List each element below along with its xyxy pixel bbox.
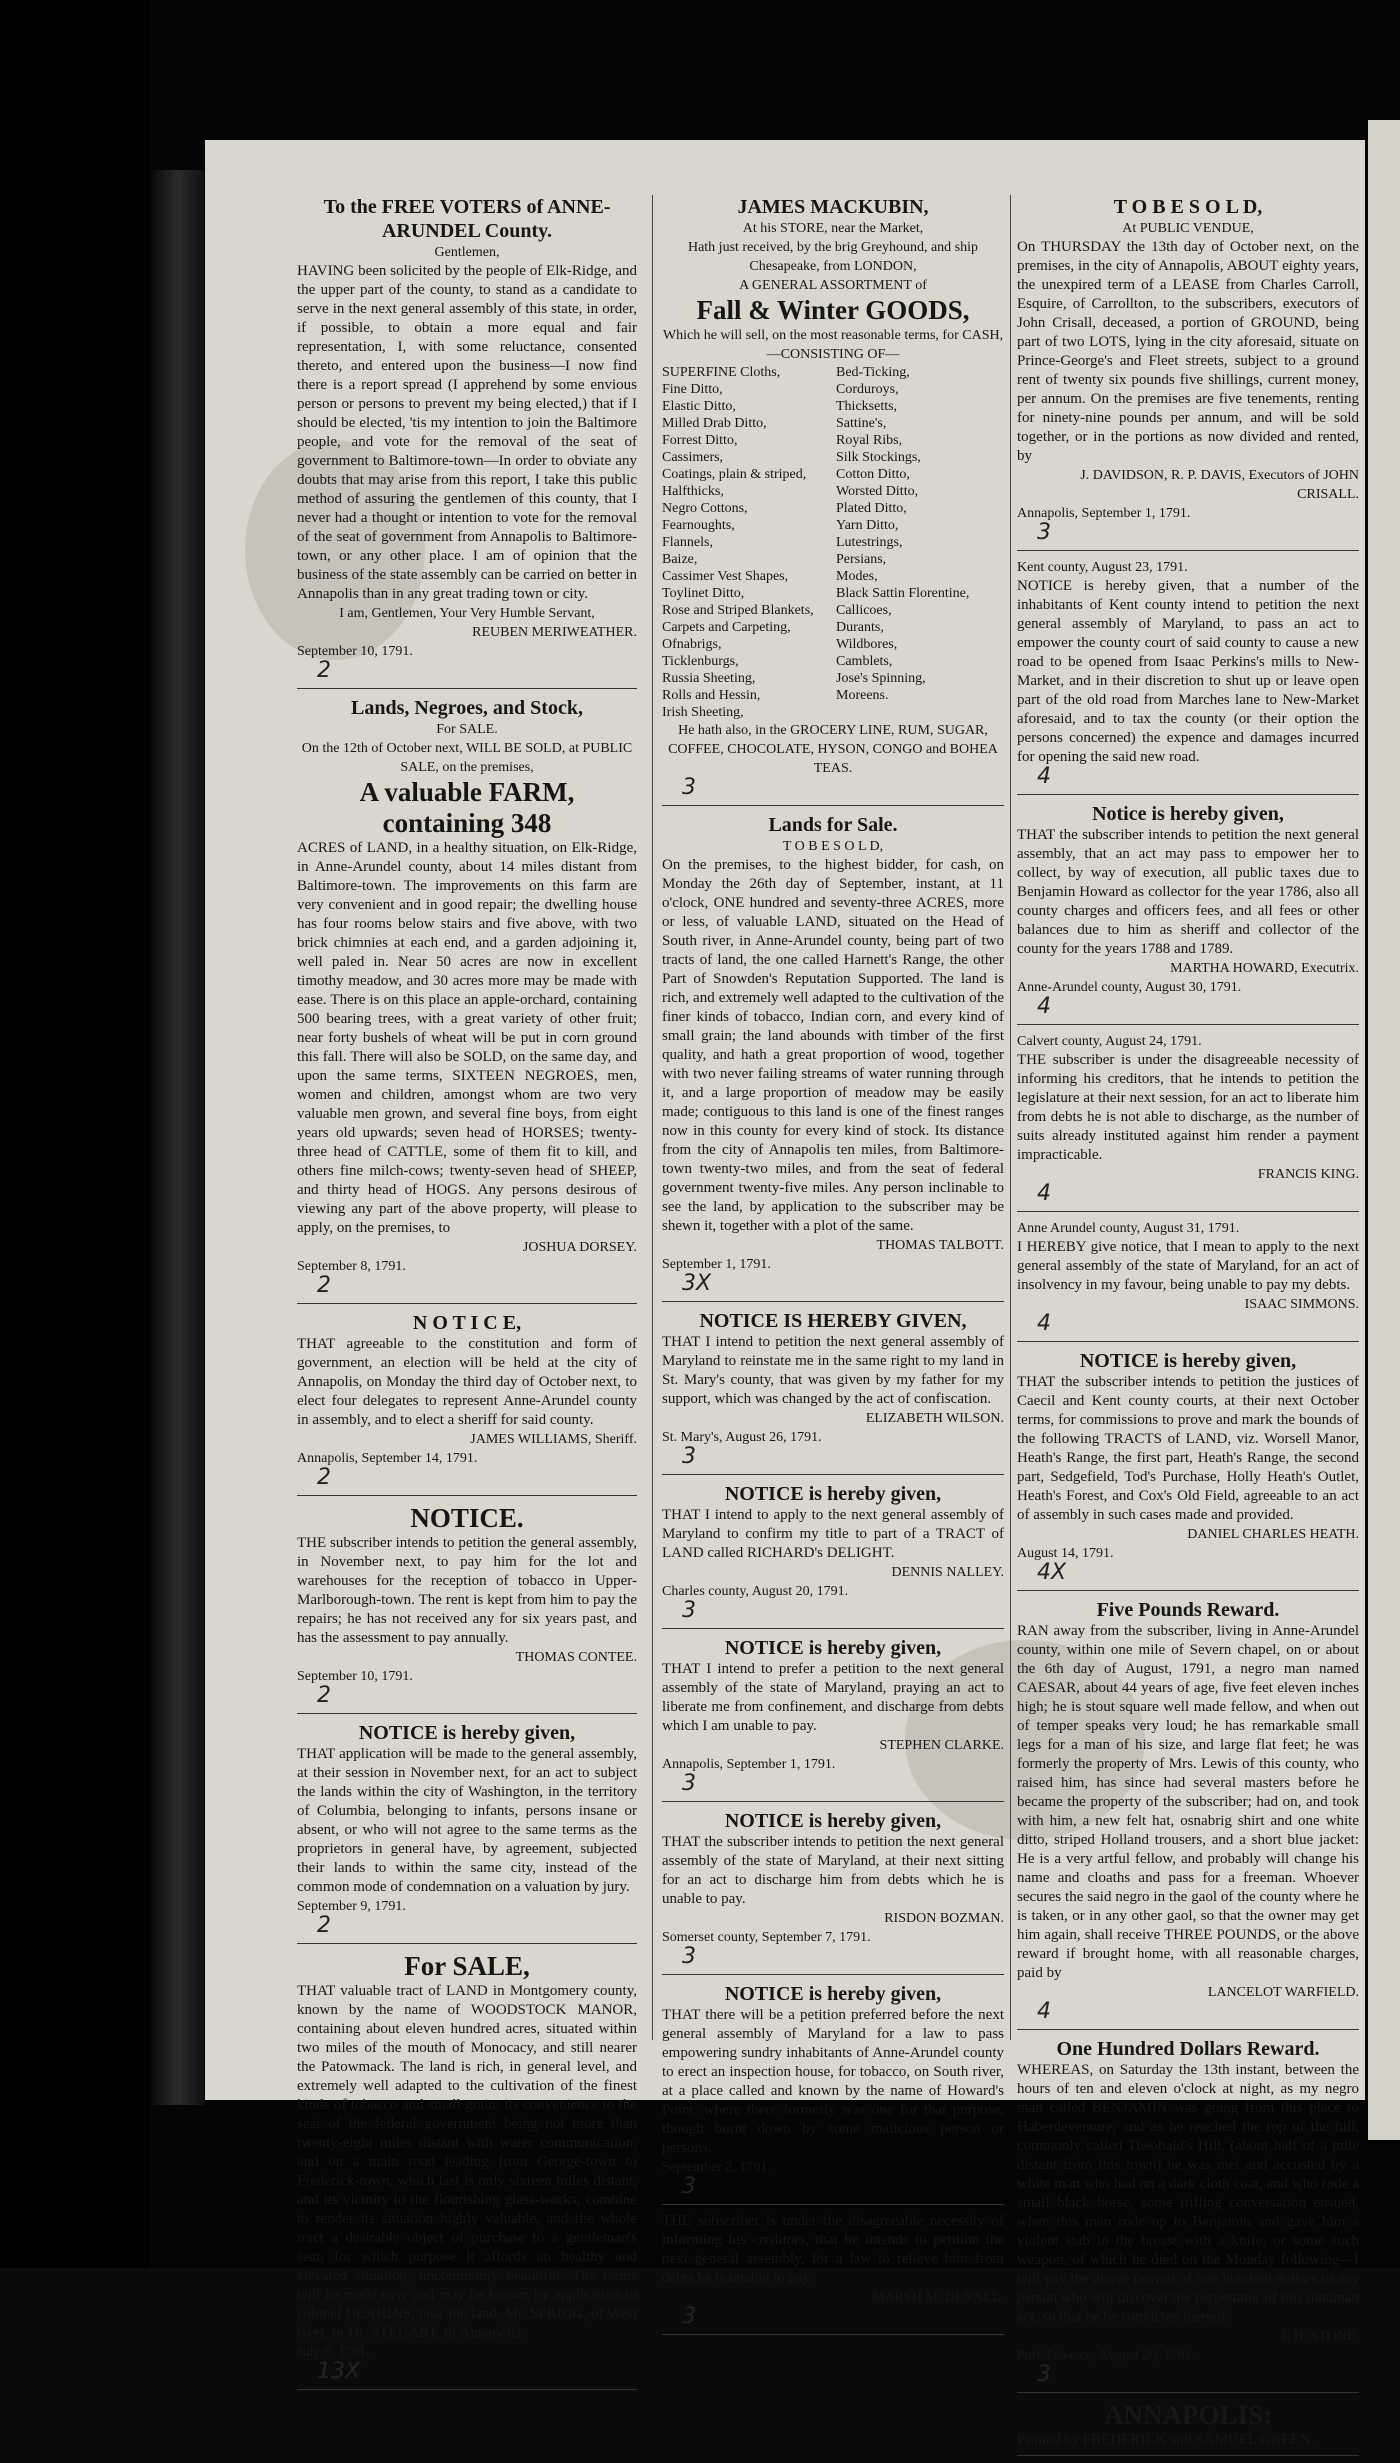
goods-item: Modes, bbox=[836, 569, 878, 584]
advertisement bbox=[662, 1636, 1004, 1802]
ad-divider bbox=[662, 1628, 1004, 1629]
goods-item: Jose's Spinning, bbox=[836, 671, 926, 686]
column-middle bbox=[662, 195, 1004, 2342]
handwritten-mark: 2 bbox=[317, 1913, 331, 1938]
ad-date: September 8, 1791. bbox=[297, 1259, 406, 1274]
ad-signer: FRANCIS KING. bbox=[1257, 1167, 1359, 1182]
goods-item: Thicksetts, bbox=[836, 399, 898, 414]
goods-list bbox=[662, 364, 1004, 721]
ad-date: Annapolis, September 14, 1791. bbox=[297, 1451, 478, 1466]
ad-title: NOTICE is hereby given, bbox=[358, 1722, 576, 1744]
goods-item: Milled Drab Ditto, bbox=[662, 416, 767, 431]
goods-item: Flannels, bbox=[662, 535, 713, 550]
ad-sub: At PUBLIC VENDUE, bbox=[1122, 221, 1254, 236]
goods-item: Camblets, bbox=[836, 654, 893, 669]
ad-signer: JOSHUA DORSEY. bbox=[522, 1240, 637, 1255]
ad-title: To the FREE VOTERS of ANNE-ARUNDEL County. bbox=[323, 196, 611, 242]
advertisement bbox=[297, 1311, 637, 1496]
handwritten-mark: 3 bbox=[682, 2174, 696, 2199]
ad-date: September 10, 1791. bbox=[297, 644, 413, 659]
goods-item: Persians, bbox=[836, 552, 887, 567]
ad-body: THAT valuable tract of LAND in Montgomery county, known by the name of WOODSTOCK MANOR, containing about eleven hundred acres, situated within two miles of the mouth of Monocacy, and still nearer the Patowmack. The land is rich, in general level, and extremely well adapted to the cultivation of the finest kinds of tobacco and small grain; its convenience to the seat of the federal government being not more than twenty-eight miles distant with water communication, and on a main road leading from George-town to Frederick-town, which last is only sixteen miles distant, and its vicinity to the flourishing glass-works, combine to render its situation highly valuable, and the whole tract a desirable object of purchase to a gentleman's seat, for which purpose it affords an healthy and elevated situation, uncommonly beautiful. The terms will be made easy and may be known by application to colonel DEAKINS, near the land, Mr. SPRIGG, of West river, or Dr. STEUART, of Annapolis. bbox=[297, 1983, 637, 2341]
ad-divider bbox=[662, 1301, 1004, 1302]
ad-body: THAT I intend to apply to the next general assembly of Maryland to confirm my title to part of a TRACT of LAND called RICHARD's DELIGHT. bbox=[662, 1507, 1004, 1561]
ad-salute: Gentlemen, bbox=[434, 245, 500, 260]
handwritten-mark: 4 bbox=[1037, 1999, 1051, 2024]
handwritten-mark: 2 bbox=[317, 1683, 331, 1708]
ad-divider bbox=[662, 2334, 1004, 2335]
ad-title: NOTICE is hereby given, bbox=[724, 1483, 942, 1505]
goods-item: Fine Ditto, bbox=[662, 382, 723, 397]
advertisement bbox=[297, 1503, 637, 1714]
ad-title: Five Pounds Reward. bbox=[1096, 1599, 1280, 1621]
ad-sub: For SALE. bbox=[436, 722, 498, 737]
goods-item: Ofnabrigs, bbox=[662, 637, 722, 652]
goods-item: Lutestrings, bbox=[836, 535, 903, 550]
ad-lead: On the 12th of October next, WILL BE SOLD, at PUBLIC SALE, on the premises, bbox=[301, 741, 633, 775]
ad-body: On the premises, to the highest bidder, for cash, on Monday the 26th day of September, instant, at 11 o'clock, ONE hundred and seventy-three ACRES, more or less, of valuable LAND, situated on the Head of South river, in Anne-Arundel county, being part of two tracts of land, the one called Harnett's Range, the other Part of Snowden's Reputation Supported. The land is rich, and extremely well adapted to the cultivation of the finer kinds of tobacco, Indian corn, and every kind of small grain; the land abounds with timber of the first quality, and hath a great proportion of wood, together with two never failing streams of water running through it, and a large proportion of meadow may be easily made; contiguous to this land is one of the finest ranges now in this county for every kind of stock. Its distance from the city of Annapolis ten miles, from Baltimore-town twenty-two miles, and from the seat of federal government twenty-five miles. Any person inclinable to see the land, by application to the subscriber may be shewn it, together with a plot of the same. bbox=[662, 857, 1004, 1234]
ad-signer: THOMAS CONTEE. bbox=[515, 1650, 637, 1665]
ad-title: N O T I C E, bbox=[412, 1312, 522, 1334]
ad-divider bbox=[1017, 1211, 1359, 1212]
ad-body: THAT the subscriber intends to petition the next general assembly, that an act may pass to empower her to collect, by way of execution, all public taxes due to Benjamin Howard as collector for the year 1786, also all county charges and officers fees, and all fees or other balances due to him as sheriff and collector of the county for the years 1788 and 1789. bbox=[1017, 827, 1359, 957]
ad-signer: DANIEL CHARLES HEATH. bbox=[1187, 1527, 1359, 1542]
ad-line2: A GENERAL ASSORTMENT of bbox=[739, 278, 927, 293]
ad-date: Somerset county, September 7, 1791. bbox=[662, 1930, 871, 1945]
goods-item: Halfthicks, bbox=[662, 484, 724, 499]
handwritten-mark: 3X bbox=[682, 1271, 712, 1296]
ad-body: WHEREAS, on Saturday the 13th instant, between the hours of ten and eleven o'clock at night, as my negro man called BENJAMIN was going from this place to Haberdeventure, and as he reached the top of the hill, commonly called Theobald's Hill, (about half of a mile distant from this town) he was met and accosted by a white man who had on a dark cloth coat, and who rode a small black horse, some trifling conversation ensued, when this man rode up to Benjamin and gave him a violent stab in the breast with a knife, or some such weapon, of which he died on the Monday following—I will pay the above reward of one hundred dollars to any person who will discover the perpetrator of this inhuman act, so that he be convicted thereof. bbox=[1017, 2062, 1359, 2325]
ad-date: Annapolis, September 1, 1791. bbox=[662, 1757, 836, 1772]
ad-date: July 6, 1791. bbox=[297, 2345, 370, 2360]
ad-title: For SALE, bbox=[404, 1951, 530, 1981]
ad-date: Kent county, August 23, 1791. bbox=[1017, 560, 1188, 575]
ad-title: Lands, Negroes, and Stock, bbox=[351, 697, 583, 719]
goods-item: Fearnoughts, bbox=[662, 518, 735, 533]
advertisement bbox=[662, 1982, 1004, 2205]
ad-body: HAVING been solicited by the people of Elk-Ridge, and the upper part of the county, to stand as a candidate to serve in the next general assembly of this state, in order, if possible, to obtain a more equal and fair representation, I, with some reluctance, consented thereto, and entered upon the business—I now find there is a report spread (I apprehend by some envious person or persons to prevent my being elected,) that if I should be elected, 'tis my intention to join the Baltimore people, and vote for the removal of the seat of government to Baltimore-town—In order to obviate any doubts that may arise from this report, I take this public method of assuring the gentlemen of this county, that I never had a thought or intention to vote for the removal of the seat of government from Annapolis to Baltimore-town, or any other place. I am of opinion that the business of the state assembly can be carried on better in Annapolis than in any great trading town or city. bbox=[297, 263, 637, 602]
goods-item: Plated Ditto, bbox=[836, 501, 907, 516]
ad-date: September 10, 1791. bbox=[297, 1669, 413, 1684]
ad-divider bbox=[1017, 550, 1359, 551]
ad-date: Calvert county, August 24, 1791. bbox=[1017, 1034, 1202, 1049]
ad-line4: —CONSISTING OF— bbox=[766, 347, 900, 362]
ad-signer: DENNIS NALLEY. bbox=[891, 1565, 1004, 1580]
goods-item: Corduroys, bbox=[836, 382, 899, 397]
advertisement bbox=[1017, 1349, 1359, 1591]
book-gutter-shadow bbox=[0, 0, 150, 2268]
ad-divider bbox=[1017, 1024, 1359, 1025]
ad-body: THAT the subscriber intends to petition the justices of Caecil and Kent county courts, at their next October terms, for commissions to prove and mark the bounds of the following TRACTS of LAND, viz. Worsell Manor, Heath's Range, the first part, Heath's Range, the second part, Sedgefield, Tod's Purchase, Holly Heath's Outlet, Heath's Forest, and Cox's Old Field, agreeable to an act of assembly in such cases made and provided. bbox=[1017, 1374, 1359, 1523]
ad-body: THAT I intend to petition the next general assembly of Maryland to reinstate me in the same right to my land in St. Mary's county, that was given by my father for my support, which was changed by the act of confiscation. bbox=[662, 1334, 1004, 1407]
ad-body: THAT the subscriber intends to petition the next general assembly of the state of Maryland, at their next sitting for an act to discharge him from debts which he is unable to pay. bbox=[662, 1834, 1004, 1907]
ad-divider bbox=[297, 2389, 637, 2390]
ad-title: NOTICE is hereby given, bbox=[724, 1983, 942, 2005]
ad-signer: JAMES WILLIAMS, Sheriff. bbox=[470, 1432, 637, 1447]
newspaper-page bbox=[205, 140, 1365, 2448]
ad-divider bbox=[1017, 1590, 1359, 1591]
handwritten-mark: 2 bbox=[317, 1465, 331, 1490]
goods-item: Sattine's, bbox=[836, 416, 887, 431]
ad-divider bbox=[662, 1974, 1004, 1975]
advertisement bbox=[1017, 558, 1359, 795]
ad-signer: REUBEN MERIWEATHER. bbox=[472, 625, 637, 640]
ad-body: I HEREBY give notice, that I mean to apply to the next general assembly of the state of Maryland, for an act of insolvency in my favour, being unable to pay my debts. bbox=[1017, 1239, 1359, 1293]
handwritten-mark: 3 bbox=[1037, 520, 1051, 545]
handwritten-mark: 3 bbox=[682, 2304, 696, 2329]
goods-item: Worsted Ditto, bbox=[836, 484, 919, 499]
ad-signer: ISAAC SIMMONS. bbox=[1244, 1297, 1359, 1312]
ad-divider bbox=[662, 1801, 1004, 1802]
ad-body: THAT there will be a petition preferred before the next general assembly of Maryland for a law to pass empowering sundry inhabitants of Anne-Arundel county to erect an inspection house, for tobacco, on South river, at a place called and known by the name of Howard's Point, where there formerly was one for that purpose, though burnt down by some malicious person or persons. bbox=[662, 2007, 1004, 2156]
handwritten-mark: 3 bbox=[682, 1444, 696, 1469]
handwritten-mark: 4X bbox=[1037, 1560, 1067, 1585]
goods-item: Russia Sheeting, bbox=[662, 671, 756, 686]
ad-body: THE subscriber is under the disagreeable necessity of informing his creditors, that he intends to petition the legislature at their next session, for an act to liberate him from debts he is not able to discharge, as the number of suits already instituted against him render a payment impracticable. bbox=[1017, 1052, 1359, 1163]
goods-item: Yarn Ditto, bbox=[836, 518, 899, 533]
goods-item: Baize, bbox=[662, 552, 698, 567]
ad-body: THE subscriber intends to petition the general assembly, in November next, to pay him for the lot and warehouses for the reception of tobacco in Upper-Marlborough-town. The rent is kept from him to pay the repairs; he has not received any for six years past, and has the assessment to pay annually. bbox=[297, 1535, 637, 1646]
ad-title: NOTICE IS HEREBY GIVEN, bbox=[699, 1310, 967, 1332]
ad-date: St. Mary's, August 26, 1791. bbox=[662, 1430, 822, 1445]
goods-item: Negro Cottons, bbox=[662, 501, 748, 516]
advertisement bbox=[297, 1951, 637, 2390]
advertisement bbox=[662, 2212, 1004, 2335]
ad-date: August 14, 1791. bbox=[1017, 1546, 1114, 1561]
handwritten-mark: 4 bbox=[1037, 764, 1051, 789]
advertisement bbox=[662, 1482, 1004, 1629]
ad-date: Anne-Arundel county, August 30, 1791. bbox=[1017, 980, 1242, 995]
ad-closing: I am, Gentlemen, Your Very Humble Servant, bbox=[339, 606, 595, 621]
goods-item: SUPERFINE Cloths, bbox=[662, 365, 781, 380]
ad-body: RAN away from the subscriber, living in Anne-Arundel county, within one mile of Severn chapel, on or about the 6th day of August, 1791, a negro man named CAESAR, about 44 years of age, five feet eleven inches high; he is stout square well made fellow, and when out of temper speaks very loud; he has remarkable small legs for a man of his size, and large flat feet; he was formerly the property of Mrs. Lewis of this county, who raised him, has since had several masters before he became the property of the subscriber; had on, and took with him, a new felt hat, osnabrig shirt and one white ditto, striped Holland trousers, and a short blue jacket: He is a very artful fellow, and probably will change his name and cloaths and pass for a freeman. Whoever secures the said negro in the gaol of the county where he is taken, or in any other gaol, so that the owner may get him again, shall receive THREE POUNDS, or the above reward if brought home, with all reasonable charges, paid by bbox=[1017, 1623, 1359, 1981]
goods-item: Elastic Ditto, bbox=[662, 399, 736, 414]
advertisement bbox=[662, 1309, 1004, 1475]
handwritten-mark: 3 bbox=[682, 775, 696, 800]
goods-item: Rose and Striped Blankets, bbox=[662, 603, 814, 618]
ad-body: THAT agreeable to the constitution and form of government, an election will be held at the city of Annapolis, on Monday the third day of October next, to elect four delegates to represent Anne-Arundel county in assembly, and to elect a sheriff for said county. bbox=[297, 1336, 637, 1428]
advertisement bbox=[662, 195, 1004, 806]
ad-divider bbox=[1017, 2455, 1359, 2456]
ad-signer: LANCELOT WARFIELD. bbox=[1207, 1985, 1359, 2000]
handwritten-mark: 13X bbox=[317, 2359, 361, 2384]
ad-divider bbox=[662, 1474, 1004, 1475]
column-rule bbox=[1010, 195, 1011, 2040]
ad-signer: J. DAVIDSON, R. P. DAVIS, Executors of JOHN CRISALL. bbox=[1080, 468, 1359, 502]
next-page-edge bbox=[1368, 120, 1400, 2140]
ad-body: THE subscriber is under the disagreeable necessity of informing his creditors, that he intends to petition the next general assembly, for a law to relieve him from debts he is unable to pay. bbox=[662, 2213, 1004, 2286]
ad-signer: MARTHA HOWARD, Executrix. bbox=[1170, 961, 1359, 976]
ad-divider bbox=[1017, 2029, 1359, 2030]
ad-title: NOTICE is hereby given, bbox=[1079, 1350, 1297, 1372]
ad-title: NOTICE is hereby given, bbox=[724, 1637, 942, 1659]
ad-lead: At his STORE, near the Market, bbox=[742, 221, 924, 236]
goods-item: Royal Ribs, bbox=[836, 433, 903, 448]
ad-line: Hath just received, by the brig Greyhound, and ship Chesapeake, from LONDON, bbox=[687, 240, 979, 274]
ad-divider bbox=[297, 1943, 637, 1944]
goods-item: Coatings, plain & striped, bbox=[662, 467, 807, 482]
ad-body: ACRES of LAND, in a healthy situation, on Elk-Ridge, in Anne-Arundel county, about 14 miles distant from Baltimore-town. The improvements on this farm are very convenient and in good repair; the dwelling house has four rooms below stairs and five above, with two brick chimnies at each end, and a garden adjoining it, well paled in. Near 50 acres are now in excellent timothy meadow, and 30 acres more may be made with ease. There is on this place an apple-orchard, containing 500 bearing trees, with a great variety of other fruit; near forty bushels of wheat will be put in corn ground this fall. There will also be SOLD, on the same day, and upon the same terms, SIXTEEN NEGROES, men, women and children, amongst whom are two very valuable men grown, and several fine boys, from eight years old upwards; seven head of HORSES; twenty-three head of CATTLE, some of them fit to kill, and others fine milch-cows; twenty-seven head of SHEEP, and thirty head of HOGS. Any persons desirous of viewing any part of the above property, will please to apply, on the premises, to bbox=[297, 840, 637, 1236]
handwritten-mark: 4 bbox=[1037, 994, 1051, 1019]
advertisement bbox=[1017, 2400, 1359, 2456]
goods-item: Forrest Ditto, bbox=[662, 433, 738, 448]
handwritten-mark: 2 bbox=[317, 1273, 331, 1298]
advertisement bbox=[297, 195, 637, 689]
advertisement bbox=[1017, 195, 1359, 551]
ad-title: NOTICE is hereby given, bbox=[724, 1810, 942, 1832]
ad-divider bbox=[1017, 794, 1359, 795]
ad-signer: THOMAS TALBOTT. bbox=[876, 1238, 1004, 1253]
goods-item: Cassimer Vest Shapes, bbox=[662, 569, 789, 584]
ad-signer: MARSH M. DUVALL. bbox=[872, 2290, 1004, 2305]
ad-signer: STEPHEN CLARKE. bbox=[879, 1738, 1004, 1753]
handwritten-mark: 4 bbox=[1037, 1311, 1051, 1336]
ad-line3: Which he will sell, on the most reasonable terms, for CASH, bbox=[662, 328, 1004, 343]
ad-body: Printed by FREDERICK and SAMUEL GREEN. bbox=[1017, 2432, 1314, 2448]
ad-divider bbox=[297, 1713, 637, 1714]
ad-divider bbox=[297, 1303, 637, 1304]
ad-tail: He hath also, in the GROCERY LINE, RUM, SUGAR, COFFEE, CHOCOLATE, HYSON, CONGO and BOHEA TEAS. bbox=[668, 723, 998, 776]
ad-title: ANNAPOLIS: bbox=[1103, 2400, 1272, 2430]
handwritten-mark: 4 bbox=[1037, 1181, 1051, 1206]
goods-item: Cotton Ditto, bbox=[836, 467, 910, 482]
goods-item: Carpets and Carpeting, bbox=[662, 620, 791, 635]
advertisement bbox=[1017, 2037, 1359, 2393]
ad-signer: ELIZABETH WILSON. bbox=[865, 1411, 1004, 1426]
ad-title: NOTICE. bbox=[410, 1503, 524, 1533]
ad-date: Port-Tobacco, August 20, 1791. bbox=[1017, 2348, 1195, 2363]
ad-head: A valuable FARM, containing 348 bbox=[359, 777, 575, 838]
advertisement bbox=[297, 696, 637, 1304]
goods-item: Bed-Ticking, bbox=[836, 365, 910, 380]
advertisement bbox=[662, 813, 1004, 1302]
ad-body: On THURSDAY the 13th day of October next, on the premises, in the city of Annapolis, ABOUT eighty years, the unexpired term of a LEASE from Charles Carroll, Esquire, of Carrollton, to the subscribers, executors of John Crisall, deceased, a portion of GROUND, being part of two LOTS, lying in the city aforesaid, situate on Prince-George's and Fleet streets, subject to a ground rent of twenty six pounds five shillings, current money, per annum. On the premises are five tenements, renting for ninety-nine pounds per annum, and will be sold together, or in the portions as now divided and rented, by bbox=[1017, 239, 1359, 464]
ad-body: NOTICE is hereby given, that a number of the inhabitants of Kent county intend to petition the next general assembly of Maryland, to pass an act to empower the county court of said county to cause a new road to be opened from Isaac Perkins's mills to New-Market, and in their discretion to shut up or leave open part of the old road from Marches lane to New-Market aforesaid, and to tax the county (or their option the persons concerned) the expence and damages incurred for opening the said new road. bbox=[1017, 578, 1359, 765]
goods-item: Wildbores, bbox=[836, 637, 898, 652]
ad-date: Anne Arundel county, August 31, 1791. bbox=[1017, 1221, 1240, 1236]
goods-item: Silk Stockings, bbox=[836, 450, 921, 465]
ad-title: Notice is hereby given, bbox=[1092, 803, 1284, 825]
advertisement bbox=[1017, 1598, 1359, 2030]
advertisement bbox=[1017, 1032, 1359, 1212]
ad-divider bbox=[662, 805, 1004, 806]
book-spine bbox=[152, 170, 204, 2105]
ad-date: September 2, 1791. bbox=[662, 2160, 771, 2175]
ad-divider bbox=[1017, 1341, 1359, 1342]
ad-signer: RISDON BOZMAN. bbox=[884, 1911, 1004, 1926]
goods-item: Toylinet Ditto, bbox=[662, 586, 745, 601]
ad-title: JAMES MACKUBIN, bbox=[737, 196, 929, 218]
goods-item: Black Sattin Florentine, bbox=[836, 586, 970, 601]
handwritten-mark: 2 bbox=[317, 658, 331, 683]
goods-item: Irish Sheeting, bbox=[662, 705, 744, 720]
handwritten-mark: 3 bbox=[1037, 2362, 1051, 2387]
ad-date: September 9, 1791. bbox=[297, 1899, 406, 1914]
goods-item: Durants, bbox=[836, 620, 884, 635]
ad-signer: J. H. STONE. bbox=[1281, 2329, 1359, 2344]
ad-head: Fall & Winter GOODS, bbox=[696, 295, 970, 325]
column-right bbox=[1017, 195, 1359, 2463]
ad-title: T O B E S O L D, bbox=[1113, 196, 1263, 218]
advertisement bbox=[297, 1721, 637, 1944]
goods-item: Ticklenburgs, bbox=[662, 654, 739, 669]
ad-title: Lands for Sale. bbox=[768, 814, 898, 836]
goods-list-right bbox=[836, 364, 1004, 721]
handwritten-mark: 3 bbox=[682, 1944, 696, 1969]
ad-body: THAT I intend to prefer a petition to the next general assembly of the state of Maryland, praying an act to liberate me from confinement, and discharge from debts which I am unable to pay. bbox=[662, 1661, 1004, 1734]
ad-title: One Hundred Dollars Reward. bbox=[1056, 2038, 1320, 2060]
goods-item: Callicoes, bbox=[836, 603, 892, 618]
ad-divider bbox=[662, 2204, 1004, 2205]
goods-item: Cassimers, bbox=[662, 450, 724, 465]
ad-date: Charles county, August 20, 1791. bbox=[662, 1584, 849, 1599]
goods-item: Moreens. bbox=[836, 688, 889, 703]
goods-list-left bbox=[662, 364, 830, 721]
ad-date: Annapolis, September 1, 1791. bbox=[1017, 506, 1191, 521]
ad-divider bbox=[1017, 2392, 1359, 2393]
ad-date: September 1, 1791. bbox=[662, 1257, 771, 1272]
column-rule bbox=[652, 195, 653, 2040]
handwritten-mark: 3 bbox=[682, 1598, 696, 1623]
advertisement bbox=[662, 1809, 1004, 1975]
goods-item: Rolls and Hessin, bbox=[662, 688, 761, 703]
ad-divider bbox=[297, 1495, 637, 1496]
advertisement bbox=[1017, 802, 1359, 1025]
handwritten-mark: 3 bbox=[682, 1771, 696, 1796]
ad-sub: T O B E S O L D, bbox=[782, 839, 884, 854]
ad-body: THAT application will be made to the general assembly, at their session in November next, for an act to subject the lands within the city of Washington, in the territory of Columbia, belonging to infants, persons insane or absent, or who will not agree to the same terms as the proprietors in general have, by agreement, subjected their lands to within the same city, instead of the common mode of condemnation on a valuation by jury. bbox=[297, 1746, 637, 1895]
ad-divider bbox=[297, 688, 637, 689]
column-left bbox=[297, 195, 637, 2397]
advertisement bbox=[1017, 1219, 1359, 1342]
